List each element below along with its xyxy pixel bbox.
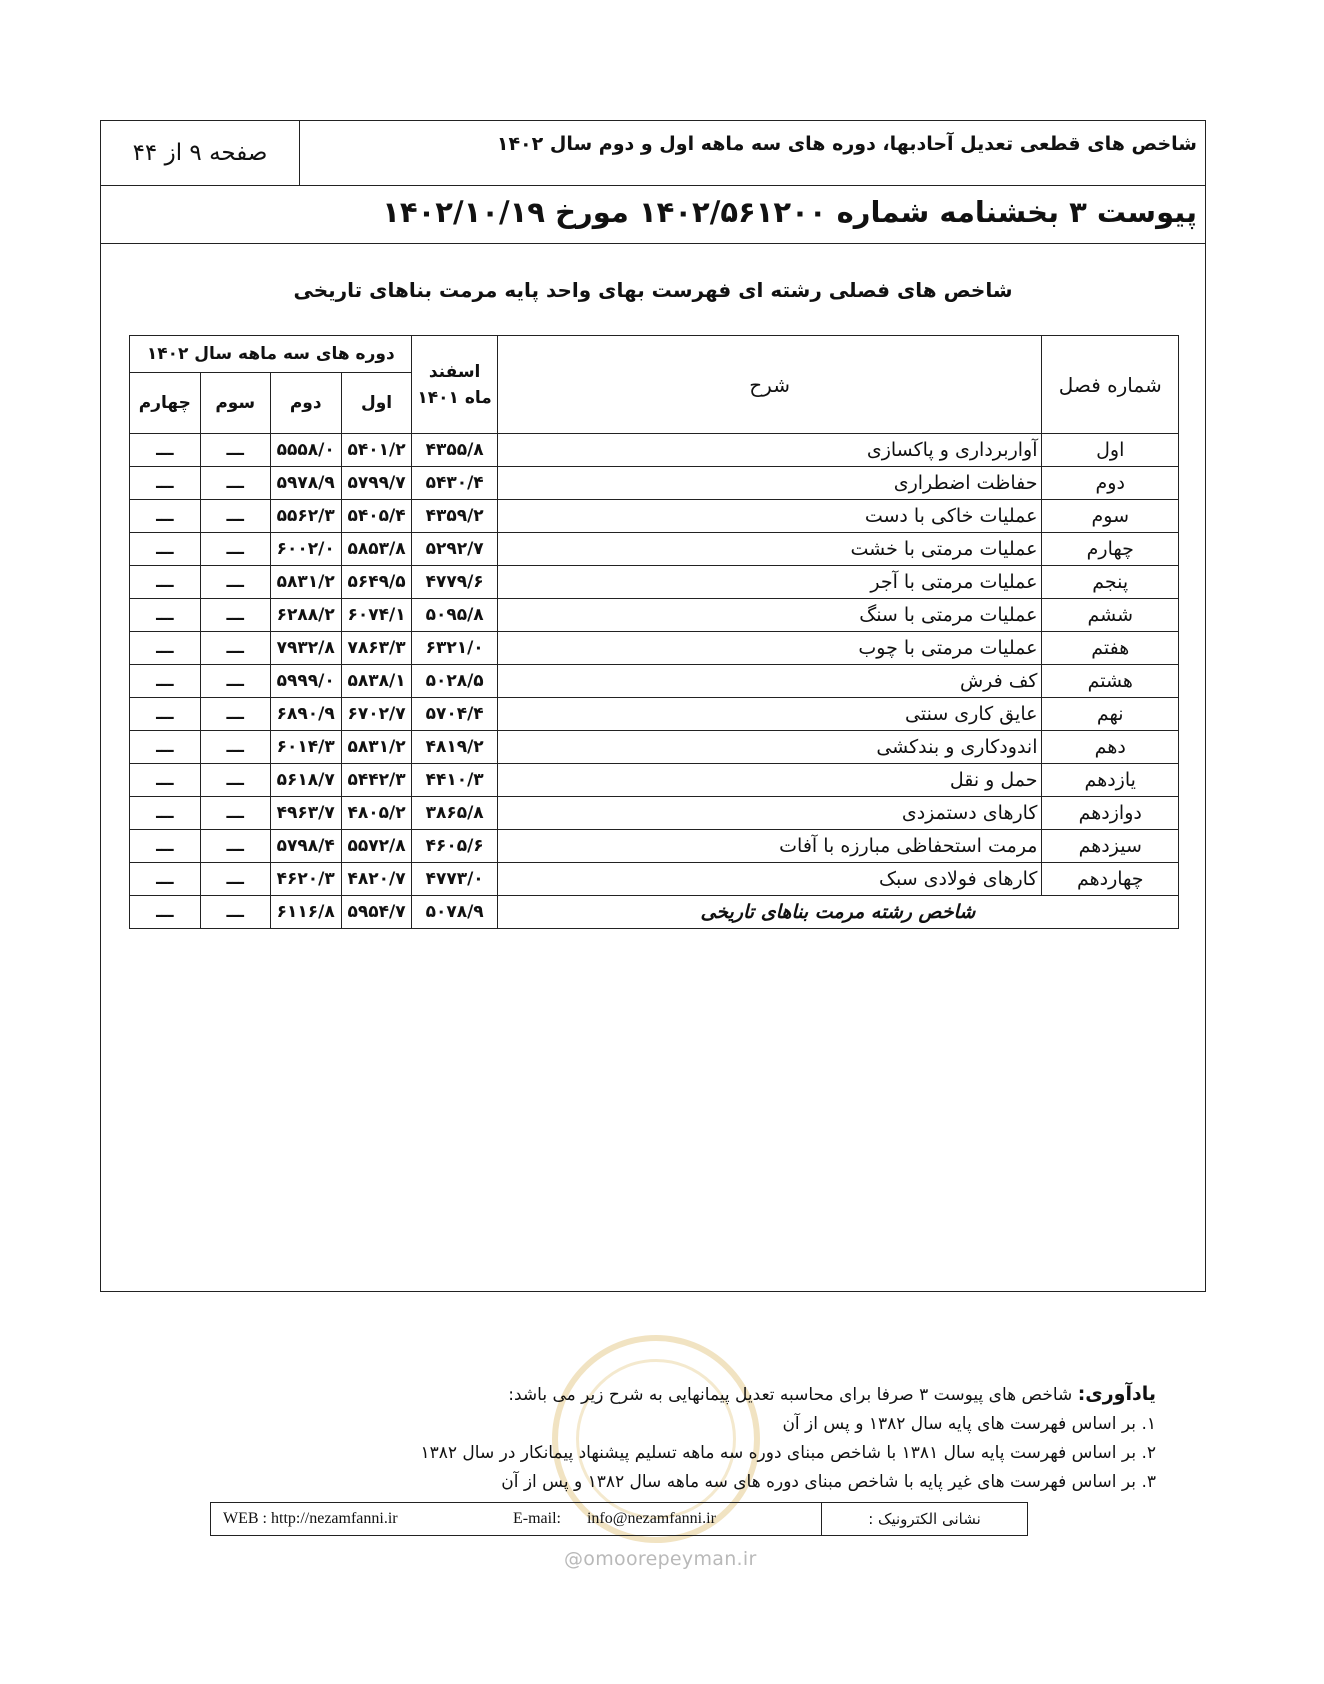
header-q3: سوم — [200, 373, 270, 434]
email-label: E-mail: — [513, 1510, 561, 1527]
description-cell: عایق کاری سنتی — [497, 698, 1042, 731]
header-description: شرح — [497, 336, 1042, 434]
chapter-cell: دهم — [1042, 731, 1179, 764]
q1-value-cell: ۶۰۷۴/۱ — [341, 599, 412, 632]
header-chapter: شماره فصل — [1042, 336, 1179, 434]
total-q3: ـــ — [200, 896, 270, 929]
note-block — [421, 1380, 1157, 1497]
q2-value-cell: ۵۹۷۸/۹ — [270, 467, 341, 500]
note-intro-line — [421, 1380, 1157, 1410]
chapter-cell: هفتم — [1042, 632, 1179, 665]
q1-value-cell: ۵۴۴۲/۳ — [341, 764, 412, 797]
chapter-cell: چهارم — [1042, 533, 1179, 566]
description-cell: کف فرش — [497, 665, 1042, 698]
q1-value-cell: ۵۸۳۱/۲ — [341, 731, 412, 764]
note-lead: یادآوری: — [1077, 1383, 1156, 1405]
base-value-cell: ۴۶۰۵/۶ — [412, 830, 497, 863]
document-title: شاخص های قطعی تعدیل آحادبها، دوره های سه ماهه اول و دوم سال ۱۴۰۲ — [496, 133, 1197, 155]
q1-value-cell: ۴۸۲۰/۷ — [341, 863, 412, 896]
q2-value-cell: ۴۶۲۰/۳ — [270, 863, 341, 896]
q4-value-cell: ـــ — [130, 797, 201, 830]
website-link[interactable]: WEB : http://nezamfanni.ir — [223, 1510, 398, 1527]
total-description: شاخص رشته مرمت بناهای تاریخی — [497, 896, 1178, 929]
chapter-cell: سیزدهم — [1042, 830, 1179, 863]
description-cell: اندودکاری و بندکشی — [497, 731, 1042, 764]
chapter-cell: چهاردهم — [1042, 863, 1179, 896]
total-base: ۵۰۷۸/۹ — [412, 896, 497, 929]
q2-value-cell: ۶۲۸۸/۲ — [270, 599, 341, 632]
q3-value-cell: ـــ — [200, 731, 270, 764]
q4-value-cell: ـــ — [130, 632, 201, 665]
q3-value-cell: ـــ — [200, 500, 270, 533]
email-block — [491, 1510, 716, 1528]
total-q1: ۵۹۵۴/۷ — [341, 896, 412, 929]
header-base — [412, 336, 497, 434]
chapter-cell: دوازدهم — [1042, 797, 1179, 830]
q2-value-cell: ۶۰۱۴/۳ — [270, 731, 341, 764]
note-item: ۱. بر اساس فهرست های پایه سال ۱۳۸۲ و پس از آن — [782, 1414, 1156, 1434]
q3-value-cell: ـــ — [200, 467, 270, 500]
note-item: ۲. بر اساس فهرست پایه سال ۱۳۸۱ با شاخص مبنای دوره سه ماهه تسلیم پیشنهاد پیمانکار در سال ۱۳۸۲ — [420, 1443, 1156, 1463]
description-cell: حفاظت اضطراری — [497, 467, 1042, 500]
watermark-text: @omoorepeyman.ir — [564, 1548, 757, 1570]
chapter-cell: یازدهم — [1042, 764, 1179, 797]
table-row — [130, 434, 1179, 467]
description-cell: عملیات مرمتی با چوب — [497, 632, 1042, 665]
description-cell: آواربرداری و پاکسازی — [497, 434, 1042, 467]
q3-value-cell: ـــ — [200, 863, 270, 896]
q4-value-cell: ـــ — [130, 533, 201, 566]
circular-row — [101, 185, 1205, 244]
header-q4: چهارم — [130, 373, 201, 434]
table-row — [130, 698, 1179, 731]
total-row — [130, 896, 1179, 929]
table-row — [130, 467, 1179, 500]
table-subtitle: شاخص های فصلی رشته ای فهرست بهای واحد پایه مرمت بناهای تاریخی — [293, 278, 1013, 302]
page-number: صفحه ۹ از ۴۴ — [101, 121, 300, 185]
q2-value-cell: ۵۸۳۱/۲ — [270, 566, 341, 599]
q1-value-cell: ۵۸۳۸/۱ — [341, 665, 412, 698]
q3-value-cell: ـــ — [200, 665, 270, 698]
base-value-cell: ۵۲۹۲/۷ — [412, 533, 497, 566]
q1-value-cell: ۴۸۰۵/۲ — [341, 797, 412, 830]
header-q1: اول — [341, 373, 412, 434]
q3-value-cell: ـــ — [200, 797, 270, 830]
q2-value-cell: ۵۵۵۸/۰ — [270, 434, 341, 467]
q1-value-cell: ۵۴۰۵/۴ — [341, 500, 412, 533]
table-row — [130, 731, 1179, 764]
base-value-cell: ۵۴۳۰/۴ — [412, 467, 497, 500]
table-row — [130, 599, 1179, 632]
q1-value-cell: ۵۶۴۹/۵ — [341, 566, 412, 599]
q3-value-cell: ـــ — [200, 566, 270, 599]
q4-value-cell: ـــ — [130, 863, 201, 896]
base-value-cell: ۴۴۱۰/۳ — [412, 764, 497, 797]
description-cell: کارهای دستمزدی — [497, 797, 1042, 830]
q1-value-cell: ۷۸۶۳/۳ — [341, 632, 412, 665]
header-q2: دوم — [270, 373, 341, 434]
header-row — [101, 121, 1205, 186]
q1-value-cell: ۵۴۰۱/۲ — [341, 434, 412, 467]
email-link[interactable]: info@nezamfanni.ir — [586, 1510, 716, 1527]
contact-footer — [210, 1502, 1028, 1536]
description-cell: عملیات مرمتی با سنگ — [497, 599, 1042, 632]
note-intro: شاخص های پیوست ۳ صرفا برای محاسبه تعدیل پیمانهایی به شرح زیر می باشد: — [508, 1385, 1073, 1405]
q2-value-cell: ۵۹۹۹/۰ — [270, 665, 341, 698]
q3-value-cell: ـــ — [200, 698, 270, 731]
q4-value-cell: ـــ — [130, 665, 201, 698]
q1-value-cell: ۵۵۷۲/۸ — [341, 830, 412, 863]
chapter-cell: پنجم — [1042, 566, 1179, 599]
q4-value-cell: ـــ — [130, 830, 201, 863]
note-item: ۳. بر اساس فهرست های غیر پایه با شاخص مبنای دوره های سه ماهه سال ۱۳۸۲ و پس از آن — [501, 1472, 1156, 1492]
chapter-cell: سوم — [1042, 500, 1179, 533]
q4-value-cell: ـــ — [130, 698, 201, 731]
description-cell: مرمت استحفاظی مبارزه با آفات — [497, 830, 1042, 863]
base-value-cell: ۴۳۵۹/۲ — [412, 500, 497, 533]
q4-value-cell: ـــ — [130, 731, 201, 764]
table-row — [130, 533, 1179, 566]
q4-value-cell: ـــ — [130, 434, 201, 467]
q4-value-cell: ـــ — [130, 467, 201, 500]
q3-value-cell: ـــ — [200, 434, 270, 467]
header-quarters: دوره های سه ماهه سال ۱۴۰۲ — [130, 336, 412, 373]
q2-value-cell: ۴۹۶۳/۷ — [270, 797, 341, 830]
q1-value-cell: ۶۷۰۲/۷ — [341, 698, 412, 731]
base-value-cell: ۳۸۶۵/۸ — [412, 797, 497, 830]
table-row — [130, 797, 1179, 830]
base-value-cell: ۴۳۵۵/۸ — [412, 434, 497, 467]
chapter-cell: ششم — [1042, 599, 1179, 632]
contact-label: نشانی الکترونیک : — [821, 1503, 1027, 1535]
q2-value-cell: ۶۰۰۲/۰ — [270, 533, 341, 566]
q2-value-cell: ۷۹۳۲/۸ — [270, 632, 341, 665]
base-value-cell: ۶۳۲۱/۰ — [412, 632, 497, 665]
q3-value-cell: ـــ — [200, 830, 270, 863]
description-cell: عملیات مرمتی با آجر — [497, 566, 1042, 599]
description-cell: عملیات خاکی با دست — [497, 500, 1042, 533]
table-row — [130, 764, 1179, 797]
base-value-cell: ۵۷۰۴/۴ — [412, 698, 497, 731]
table-row — [130, 665, 1179, 698]
index-table — [129, 335, 1179, 929]
base-value-cell: ۴۷۷۹/۶ — [412, 566, 497, 599]
q4-value-cell: ـــ — [130, 500, 201, 533]
q3-value-cell: ـــ — [200, 533, 270, 566]
table-row — [130, 500, 1179, 533]
q2-value-cell: ۵۷۹۸/۴ — [270, 830, 341, 863]
q3-value-cell: ـــ — [200, 764, 270, 797]
base-value-cell: ۴۸۱۹/۲ — [412, 731, 497, 764]
table-row — [130, 863, 1179, 896]
base-value-cell: ۵۰۹۵/۸ — [412, 599, 497, 632]
q4-value-cell: ـــ — [130, 599, 201, 632]
header-base-label: اسفند ماه ۱۴۰۱ — [417, 361, 492, 408]
base-value-cell: ۵۰۲۸/۵ — [412, 665, 497, 698]
base-value-cell: ۴۷۷۳/۰ — [412, 863, 497, 896]
q4-value-cell: ـــ — [130, 764, 201, 797]
q3-value-cell: ـــ — [200, 599, 270, 632]
q1-value-cell: ۵۷۹۹/۷ — [341, 467, 412, 500]
total-q4: ـــ — [130, 896, 201, 929]
chapter-cell: نهم — [1042, 698, 1179, 731]
q1-value-cell: ۵۸۵۳/۸ — [341, 533, 412, 566]
q3-value-cell: ـــ — [200, 632, 270, 665]
page-frame — [100, 120, 1206, 1292]
q2-value-cell: ۵۵۶۲/۳ — [270, 500, 341, 533]
q2-value-cell: ۶۸۹۰/۹ — [270, 698, 341, 731]
description-cell: حمل و نقل — [497, 764, 1042, 797]
total-q2: ۶۱۱۶/۸ — [270, 896, 341, 929]
description-cell: عملیات مرمتی با خشت — [497, 533, 1042, 566]
table-row — [130, 830, 1179, 863]
chapter-cell: هشتم — [1042, 665, 1179, 698]
chapter-cell: اول — [1042, 434, 1179, 467]
description-cell: کارهای فولادی سبک — [497, 863, 1042, 896]
q4-value-cell: ـــ — [130, 566, 201, 599]
chapter-cell: دوم — [1042, 467, 1179, 500]
table-row — [130, 566, 1179, 599]
q2-value-cell: ۵۶۱۸/۷ — [270, 764, 341, 797]
circular-title: پیوست ۳ بخشنامه شماره ۱۴۰۲/۵۶۱۲۰۰ مورخ ۱۴۰۲/۱۰/۱۹ — [382, 195, 1197, 229]
table-row — [130, 632, 1179, 665]
